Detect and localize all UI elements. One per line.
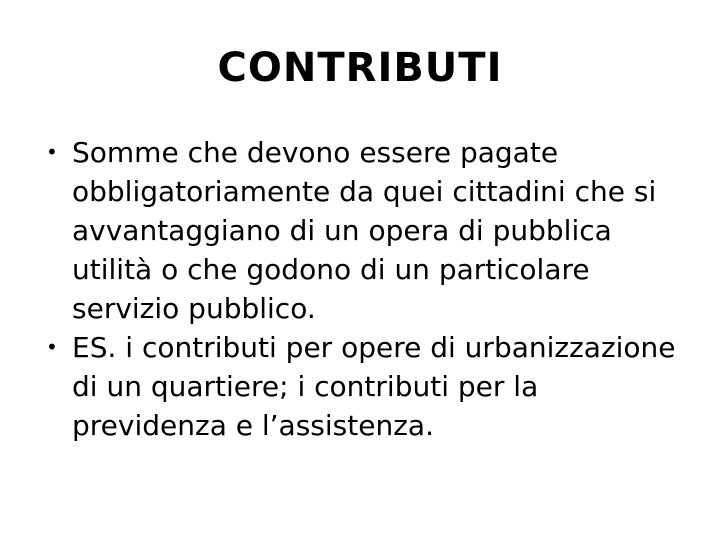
bullet-text-example: ES. i contributi per opere di urbanizzazione di un quartiere; i contributi per la previdenza e l’assistenza. [72,331,676,442]
bullet-dot-icon: • [46,335,58,359]
bullet-dot-icon: • [46,140,58,164]
bullet-item-example [44,328,684,445]
bullet-text-definition: Somme che devono essere pagate obbligatoriamente da quei cittadini che si avvantaggiano di un opera di pubblica utilità o che godono di un particolare servizio pubblico. [72,136,657,325]
slide-title: CONTRIBUTI [217,45,503,91]
bullet-item-definition [44,133,684,328]
bullet-list [44,133,684,445]
